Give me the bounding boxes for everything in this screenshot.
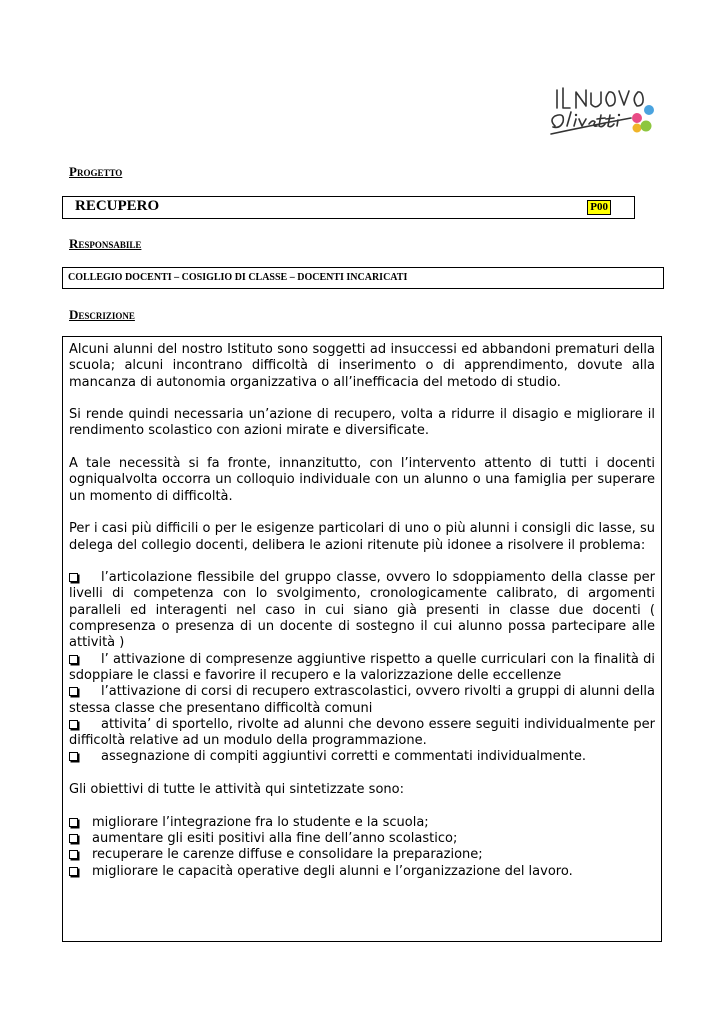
responsabile-box: [62, 267, 664, 289]
description-paragraph: A tale necessità si fa fronte, innanzitutto, con l’intervento attento di tutti i docenti ogniqualvolta occorra un colloquio individuale con un alunno o una famiglia per superare un momento di difficoltà.: [69, 456, 655, 504]
responsabile-heading: Responsabile: [69, 236, 142, 251]
action-item: [69, 749, 655, 765]
checkbox-bullet-icon: [69, 687, 78, 696]
action-item: [69, 684, 655, 717]
school-logo: [543, 82, 659, 146]
action-item: [69, 652, 655, 685]
checkbox-bullet-icon: [69, 720, 78, 729]
objective-item: [69, 815, 655, 831]
progetto-heading: Progetto: [69, 164, 123, 179]
descrizione-heading: Descrizione: [69, 307, 135, 322]
objective-text: migliorare le capacità operative degli alunni e l’organizzazione del lavoro.: [92, 863, 573, 879]
action-text: l’articolazione flessibile del gruppo classe, ovvero lo sdoppiamento della classe per livelli di competenza con lo svolgimento, cronologicamente calibrato, di argomenti paralleli ed interagenti nel caso in cui siano già presenti in classe due docenti ( compresenza o presenza di un docente di sostegno il cui alunno possa partecipare alle attività ): [69, 570, 655, 651]
responsabile-value: COLLEGIO DOCENTI – COSIGLIO DI CLASSE – DOCENTI INCARICATI: [68, 272, 408, 283]
checkbox-bullet-icon: [69, 752, 78, 761]
description-paragraph: Si rende quindi necessaria un’azione di recupero, volta a ridurre il disagio e migliorare il rendimento scolastico con azioni mirate e diversificate.: [69, 407, 655, 439]
action-item: [69, 570, 655, 651]
checkbox-bullet-icon: [69, 850, 78, 859]
objective-item: [69, 831, 655, 847]
objective-item: [69, 864, 655, 880]
project-title-box: [62, 196, 635, 219]
objectives-list: [69, 815, 655, 880]
description-paragraph: Per i casi più difficili o per le esigenze particolari di uno o più alunni i consigli dic lasse, su delega del collegio docenti, delibera le azioni ritenute più idonee a risolvere il problema:: [69, 521, 655, 553]
description-box: [62, 336, 662, 942]
action-text: l’attivazione di corsi di recupero extrascolastici, ovvero rivolti a gruppi di alunni della stessa classe che presentano difficoltà comuni: [69, 684, 655, 716]
action-text: attivita’ di sportello, rivolte ad alunni che devono essere seguiti individualmente per difficoltà relative ad un modulo della programmazione.: [69, 716, 655, 749]
objective-item: [69, 847, 655, 863]
checkbox-bullet-icon: [69, 834, 78, 843]
objective-text: aumentare gli esiti positivi alla fine dell’anno scolastico;: [92, 830, 458, 846]
objective-text: migliorare l’integrazione fra lo studente e la scuola;: [92, 814, 429, 830]
actions-list: [69, 570, 655, 766]
objective-text: recuperare le carenze diffuse e consolidare la preparazione;: [92, 847, 483, 863]
project-code-badge: P00: [587, 200, 611, 215]
project-title: RECUPERO: [75, 198, 160, 214]
action-text: assegnazione di compiti aggiuntivi corretti e commentati individualmente.: [101, 749, 587, 765]
checkbox-bullet-icon: [69, 867, 78, 876]
objectives-intro: Gli obiettivi di tutte le attività qui sintetizzate sono:: [69, 782, 404, 798]
checkbox-bullet-icon: [69, 573, 78, 582]
action-text: l’ attivazione di compresenze aggiuntive rispetto a quelle curriculari con la finalità di sdoppiare le classi e favorire il recupero e la valorizzazione delle eccellenze: [69, 651, 655, 683]
checkbox-bullet-icon: [69, 655, 78, 664]
action-item: [69, 717, 655, 750]
checkbox-bullet-icon: [69, 818, 78, 827]
description-paragraph: Alcuni alunni del nostro Istituto sono soggetti ad insuccessi ed abbandoni prematuri della scuola; alcuni incontrano difficoltà di inserimento o di apprendimento, dovute alla mancanza di autonomia organizzativa o all’inefficacia del metodo di studio.: [69, 342, 655, 390]
